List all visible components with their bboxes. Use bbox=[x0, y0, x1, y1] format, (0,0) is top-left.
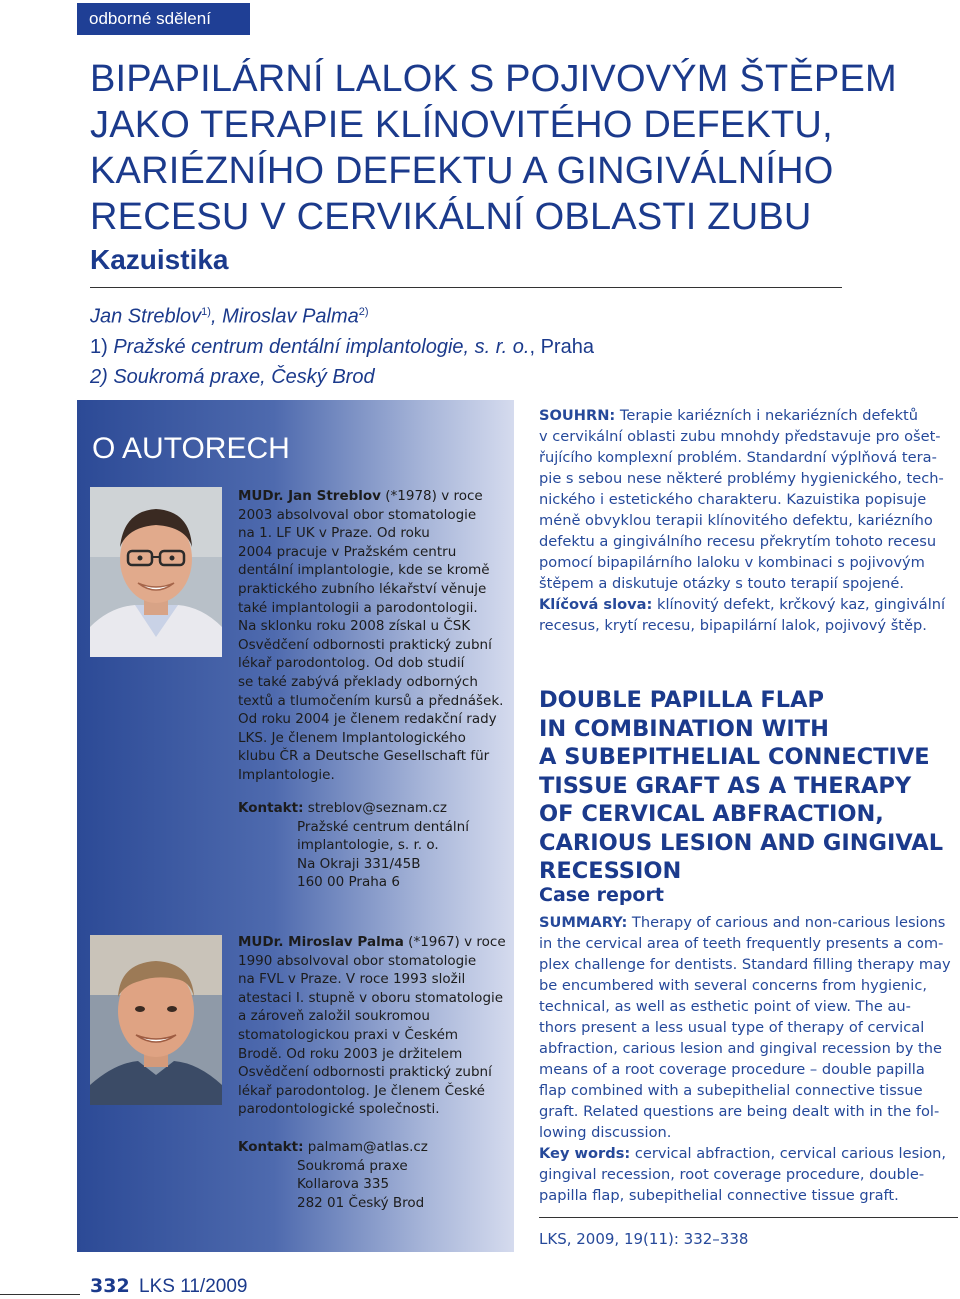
affiliation-prefix: 1) bbox=[90, 335, 114, 358]
bio-line: 1990 absolvoval obor stomatologie bbox=[238, 952, 477, 969]
contact-line: 160 00 Praha 6 bbox=[297, 874, 400, 891]
summary-line: pie s sebou nese některé problémy hygienického, tech- bbox=[539, 470, 944, 487]
contact-line: Pražské centrum dentální bbox=[297, 818, 469, 835]
bio-line: Na sklonku roku 2008 získal u ČSK bbox=[238, 618, 471, 635]
summary-line: flap combined with a subepithelial connective tissue bbox=[539, 1082, 923, 1099]
bio-line: 2003 absolvoval obor stomatologie bbox=[238, 506, 477, 523]
citation: LKS, 2009, 19(11): 332–338 bbox=[539, 1230, 749, 1248]
contact-line: Soukromá praxe bbox=[297, 1157, 408, 1174]
bio-line: lékař parodontolog. Je členem České bbox=[238, 1082, 485, 1099]
title-line: KARIÉZNÍHO DEFEKTU A GINGIVÁLNÍHO bbox=[90, 150, 834, 192]
bio-line: Osvědčení odbornosti praktický zubní bbox=[238, 1064, 492, 1081]
summary-line: in the cervical area of teeth frequently presents a com- bbox=[539, 935, 944, 952]
summary-line: lowing discussion. bbox=[539, 1124, 672, 1141]
summary-line: technical, as well as esthetic point of view. The au- bbox=[539, 998, 911, 1015]
contact-line: 282 01 Český Brod bbox=[297, 1194, 425, 1211]
english-summary bbox=[539, 912, 951, 1206]
affiliation-1 bbox=[90, 332, 594, 362]
keywords-line: gingival recession, root coverage procedure, double- bbox=[539, 1166, 925, 1183]
keywords-label: Klíčová slova: bbox=[539, 596, 653, 613]
keywords-line: papilla flap, subepithelial connective tissue graft. bbox=[539, 1187, 899, 1204]
bio-line: také implantologii a parodontologii. bbox=[238, 599, 478, 616]
keywords-line bbox=[539, 594, 945, 615]
keywords-label: Key words: bbox=[539, 1145, 631, 1162]
summary-text: Terapie kariézních i nekariézních defektů bbox=[615, 407, 919, 424]
affiliation-city: , Praha bbox=[529, 335, 594, 358]
summary-line: méně obvyklou terapii klínovitého defektu, kariézního bbox=[539, 512, 933, 529]
affiliation-name: Pražské centrum dentální implantologie, s. r. o. bbox=[113, 335, 530, 358]
author-affiliation-mark: 1) bbox=[201, 306, 211, 318]
about-authors-heading: O AUTORECH bbox=[92, 432, 290, 465]
contact-label: Kontakt: bbox=[238, 800, 304, 816]
author-separator: , bbox=[210, 305, 223, 328]
author-bio-palma bbox=[238, 933, 506, 1119]
divider bbox=[90, 287, 842, 288]
journal-issue: LKS 11/2009 bbox=[139, 1276, 248, 1297]
summary-label: SUMMARY: bbox=[539, 914, 628, 931]
contact-palma bbox=[238, 1138, 428, 1212]
bio-line: 2004 pracuje v Pražském centru bbox=[238, 543, 457, 560]
bio-line: Brodě. Od roku 2003 je držitelem bbox=[238, 1045, 463, 1062]
bio-line: textů a tlumočením kursů a přednášek. bbox=[238, 692, 504, 709]
summary-line: plex challenge for dentists. Standard filling therapy may bbox=[539, 956, 951, 973]
portrait-image bbox=[90, 487, 222, 657]
contact-line bbox=[238, 799, 469, 818]
bio-line bbox=[238, 933, 506, 952]
author-photo-palma bbox=[90, 935, 222, 1105]
bio-line: Implantologie. bbox=[238, 766, 335, 783]
author-affiliation-mark: 2) bbox=[358, 306, 369, 318]
title-line: RECESU V CERVIKÁLNÍ OBLASTI ZUBU bbox=[90, 196, 812, 238]
footer-divider bbox=[0, 1294, 80, 1295]
summary-line: nického i estetického charakteru. Kazuistika popisuje bbox=[539, 491, 927, 508]
author-line bbox=[90, 297, 594, 332]
bio-line: Od roku 2004 je členem redakční rady bbox=[238, 711, 497, 728]
contact-label: Kontakt: bbox=[238, 1139, 304, 1155]
bio-author-name: MUDr. Jan Streblov bbox=[238, 488, 381, 504]
bio-text: (*1978) v roce bbox=[380, 488, 483, 504]
summary-line: pomocí bipapilárního laloku v kombinaci s pojivovým bbox=[539, 554, 925, 571]
author-photo-streblov bbox=[90, 487, 222, 657]
english-title-line: A SUBEPITHELIAL CONNECTIVE bbox=[539, 744, 930, 770]
bio-line: na FVL v Praze. V roce 1993 složil bbox=[238, 971, 466, 988]
bio-line: dentální implantologie, kde se kromě bbox=[238, 562, 490, 579]
title-line: BIPAPILÁRNÍ LALOK S POJIVOVÝM ŠTĚPEM bbox=[90, 58, 897, 100]
bio-line: atestaci I. stupně v oboru stomatologie bbox=[238, 989, 504, 1006]
summary-line: abfraction, carious lesion and gingival recession by the bbox=[539, 1040, 942, 1057]
article-subtitle: Kazuistika bbox=[90, 244, 229, 275]
summary-line: v cervikální oblasti zubu mnohdy představuje pro ošet- bbox=[539, 428, 941, 445]
title-line: JAKO TERAPIE KLÍNOVITÉHO DEFEKTU, bbox=[90, 104, 833, 146]
author-name: Jan Streblov bbox=[90, 305, 202, 328]
contact-line: Na Okraji 331/45B bbox=[297, 855, 421, 872]
summary-label: SOUHRN: bbox=[539, 407, 616, 424]
bio-line: Osvědčení odbornosti praktický zubní bbox=[238, 636, 492, 653]
bio-line: a zároveň založil soukromou bbox=[238, 1008, 430, 1025]
bio-line bbox=[238, 487, 503, 506]
bio-line: stomatologickou praxi v Českém bbox=[238, 1026, 459, 1043]
bio-line: se také zabývá překlady odborných bbox=[238, 673, 478, 690]
summary-line bbox=[539, 912, 951, 933]
author-block bbox=[90, 297, 594, 392]
contact-email[interactable]: palmam@atlas.cz bbox=[303, 1139, 428, 1155]
keywords-line bbox=[539, 1143, 951, 1164]
summary-line: thors present a less usual type of therapy of cervical bbox=[539, 1019, 925, 1036]
summary-line: means of a root coverage procedure – double papilla bbox=[539, 1061, 925, 1078]
english-title-line: DOUBLE PAPILLA FLAP bbox=[539, 687, 824, 713]
portrait-image bbox=[90, 935, 222, 1105]
article-title bbox=[90, 56, 950, 240]
bio-line: parodontologické společnosti. bbox=[238, 1101, 440, 1118]
summary-text: Therapy of carious and non-carious lesions bbox=[627, 914, 946, 931]
english-title-line: CARIOUS LESION AND GINGIVAL bbox=[539, 829, 944, 856]
author-bio-streblov bbox=[238, 487, 503, 785]
english-title-line: RECESSION bbox=[539, 858, 682, 884]
summary-line: graft. Related questions are being dealt with in the fol- bbox=[539, 1103, 940, 1120]
english-subtitle: Case report bbox=[539, 884, 664, 906]
page-number: 332 bbox=[90, 1275, 130, 1297]
bio-line: klubu ČR a Deutsche Gesellschaft für bbox=[238, 748, 490, 765]
contact-line: implantologie, s. r. o. bbox=[297, 837, 439, 854]
english-title-line: OF CERVICAL ABFRACTION, bbox=[539, 801, 884, 827]
author-name: Miroslav Palma bbox=[222, 305, 359, 328]
bio-text: (*1967) v roce bbox=[403, 934, 506, 950]
keywords-text: cervical abfraction, cervical carious lesion, bbox=[630, 1145, 947, 1162]
section-tag: odborné sdělení bbox=[77, 3, 250, 35]
summary-line bbox=[539, 405, 945, 426]
bio-line: lékař parodontolog. Od dob studií bbox=[238, 655, 465, 672]
czech-summary bbox=[539, 405, 945, 636]
bio-author-name: MUDr. Miroslav Palma bbox=[238, 934, 404, 950]
bio-line: na 1. LF UK v Praze. Od roku bbox=[238, 525, 430, 542]
summary-line: řujícího komplexní problém. Standardní výplňová tera- bbox=[539, 449, 937, 466]
english-title-line: TISSUE GRAFT AS A THERAPY bbox=[539, 772, 912, 799]
summary-line: štěpem a diskutuje otázky s touto terapií spojené. bbox=[539, 575, 905, 592]
divider bbox=[539, 1217, 958, 1218]
keywords-line: recesus, krytí recesu, bipapilární lalok, pojivový štěp. bbox=[539, 617, 927, 634]
english-title bbox=[539, 686, 943, 886]
contact-email[interactable]: streblov@seznam.cz bbox=[303, 800, 447, 816]
summary-line: be encumbered with several concerns from hygienic, bbox=[539, 977, 928, 994]
bio-line: LKS. Je členem Implantologického bbox=[238, 729, 466, 746]
contact-line: Kollarova 335 bbox=[297, 1176, 390, 1193]
english-title-line: IN COMBINATION WITH bbox=[539, 715, 829, 742]
bio-line: praktického zubního lékařství věnuje bbox=[238, 580, 487, 597]
keywords-text: klínovitý defekt, krčkový kaz, gingivální bbox=[652, 596, 946, 613]
summary-line: defektu a gingiválního recesu překrytím tohoto recesu bbox=[539, 533, 937, 550]
contact-streblov bbox=[238, 799, 469, 892]
affiliation-2: 2) Soukromá praxe, Český Brod bbox=[90, 365, 375, 388]
contact-line bbox=[238, 1138, 428, 1157]
